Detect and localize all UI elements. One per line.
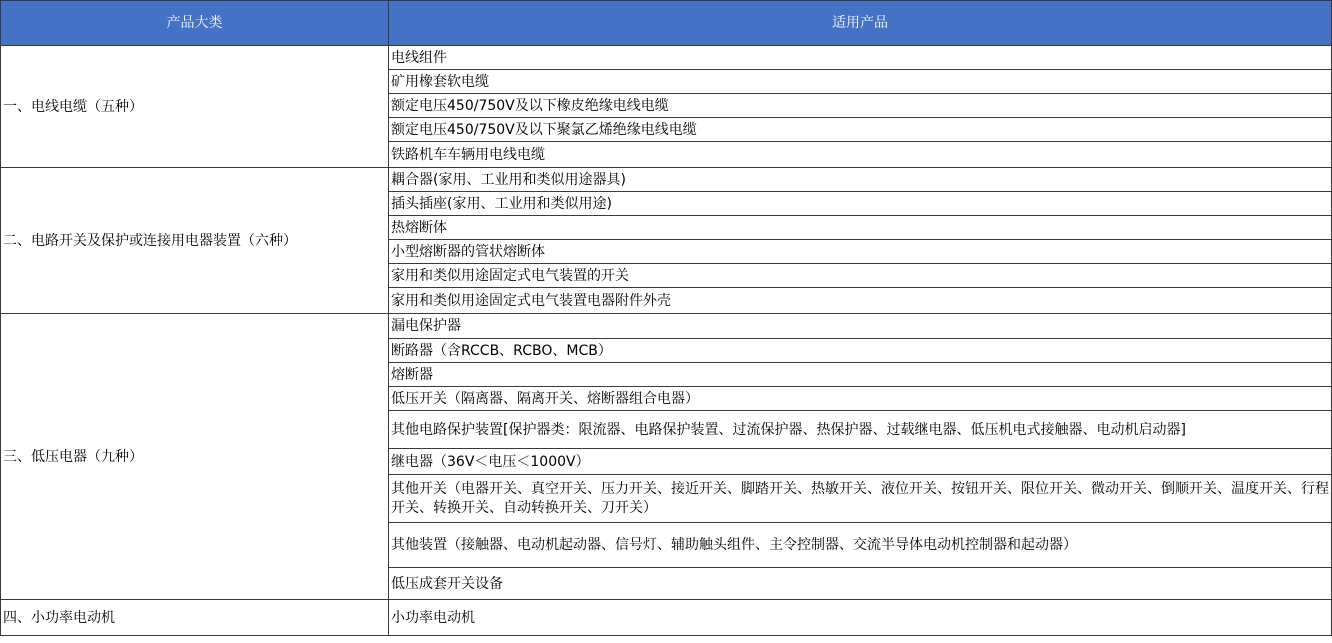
product-cell: 低压成套开关设备 — [389, 568, 1332, 600]
table-row — [1, 600, 1332, 636]
product-cell: 其他开关（电器开关、真空开关、压力开关、接近开关、脚踏开关、热敏开关、液位开关、按钮开关、限位开关、微动开关、倒顺开关、温度开关、行程开关、转换开关、自动转换开关、刀开关） — [389, 475, 1332, 523]
product-cell: 家用和类似用途固定式电气装置的开关 — [389, 264, 1332, 288]
product-cell: 漏电保护器 — [389, 314, 1332, 339]
product-cell: 额定电压450/750V及以下橡皮绝缘电线电缆 — [389, 94, 1332, 118]
product-cell: 插头插座(家用、工业用和类似用途) — [389, 192, 1332, 216]
product-cell: 矿用橡套软电缆 — [389, 70, 1332, 94]
product-cell: 电线组件 — [389, 46, 1332, 70]
product-cell: 热熔断体 — [389, 216, 1332, 240]
product-cell: 其他装置（接触器、电动机起动器、信号灯、辅助触头组件、主令控制器、交流半导体电动机控制器和起动器） — [389, 523, 1332, 568]
product-cell: 家用和类似用途固定式电气装置电器附件外壳 — [389, 288, 1332, 314]
product-cell: 铁路机车车辆用电线电缆 — [389, 142, 1332, 168]
product-cell: 熔断器 — [389, 363, 1332, 387]
header-row — [1, 1, 1332, 46]
product-cell: 额定电压450/750V及以下聚氯乙烯绝缘电线电缆 — [389, 118, 1332, 142]
table-row — [1, 168, 1332, 192]
category-cell: 一、电线电缆（五种） — [1, 46, 389, 168]
category-cell: 二、电路开关及保护或连接用电器装置（六种） — [1, 168, 389, 314]
product-cell: 耦合器(家用、工业用和类似用途器具) — [389, 168, 1332, 192]
product-cell: 小功率电动机 — [389, 600, 1332, 636]
header-category: 产品大类 — [1, 1, 389, 46]
category-cell: 三、低压电器（九种） — [1, 314, 389, 600]
product-cell: 小型熔断器的管状熔断体 — [389, 240, 1332, 264]
product-cell: 继电器（36V＜电压＜1000V） — [389, 449, 1332, 475]
header-products: 适用产品 — [389, 1, 1332, 46]
product-cell: 低压开关（隔离器、隔离开关、熔断器组合电器） — [389, 387, 1332, 411]
table-row — [1, 46, 1332, 70]
table-row — [1, 314, 1332, 339]
product-cell: 断路器（含RCCB、RCBO、MCB） — [389, 339, 1332, 363]
product-cell: 其他电路保护装置[保护器类：限流器、电路保护装置、过流保护器、热保护器、过载继电器、低压机电式接触器、电动机启动器] — [389, 411, 1332, 449]
category-cell: 四、小功率电动机 — [1, 600, 389, 636]
